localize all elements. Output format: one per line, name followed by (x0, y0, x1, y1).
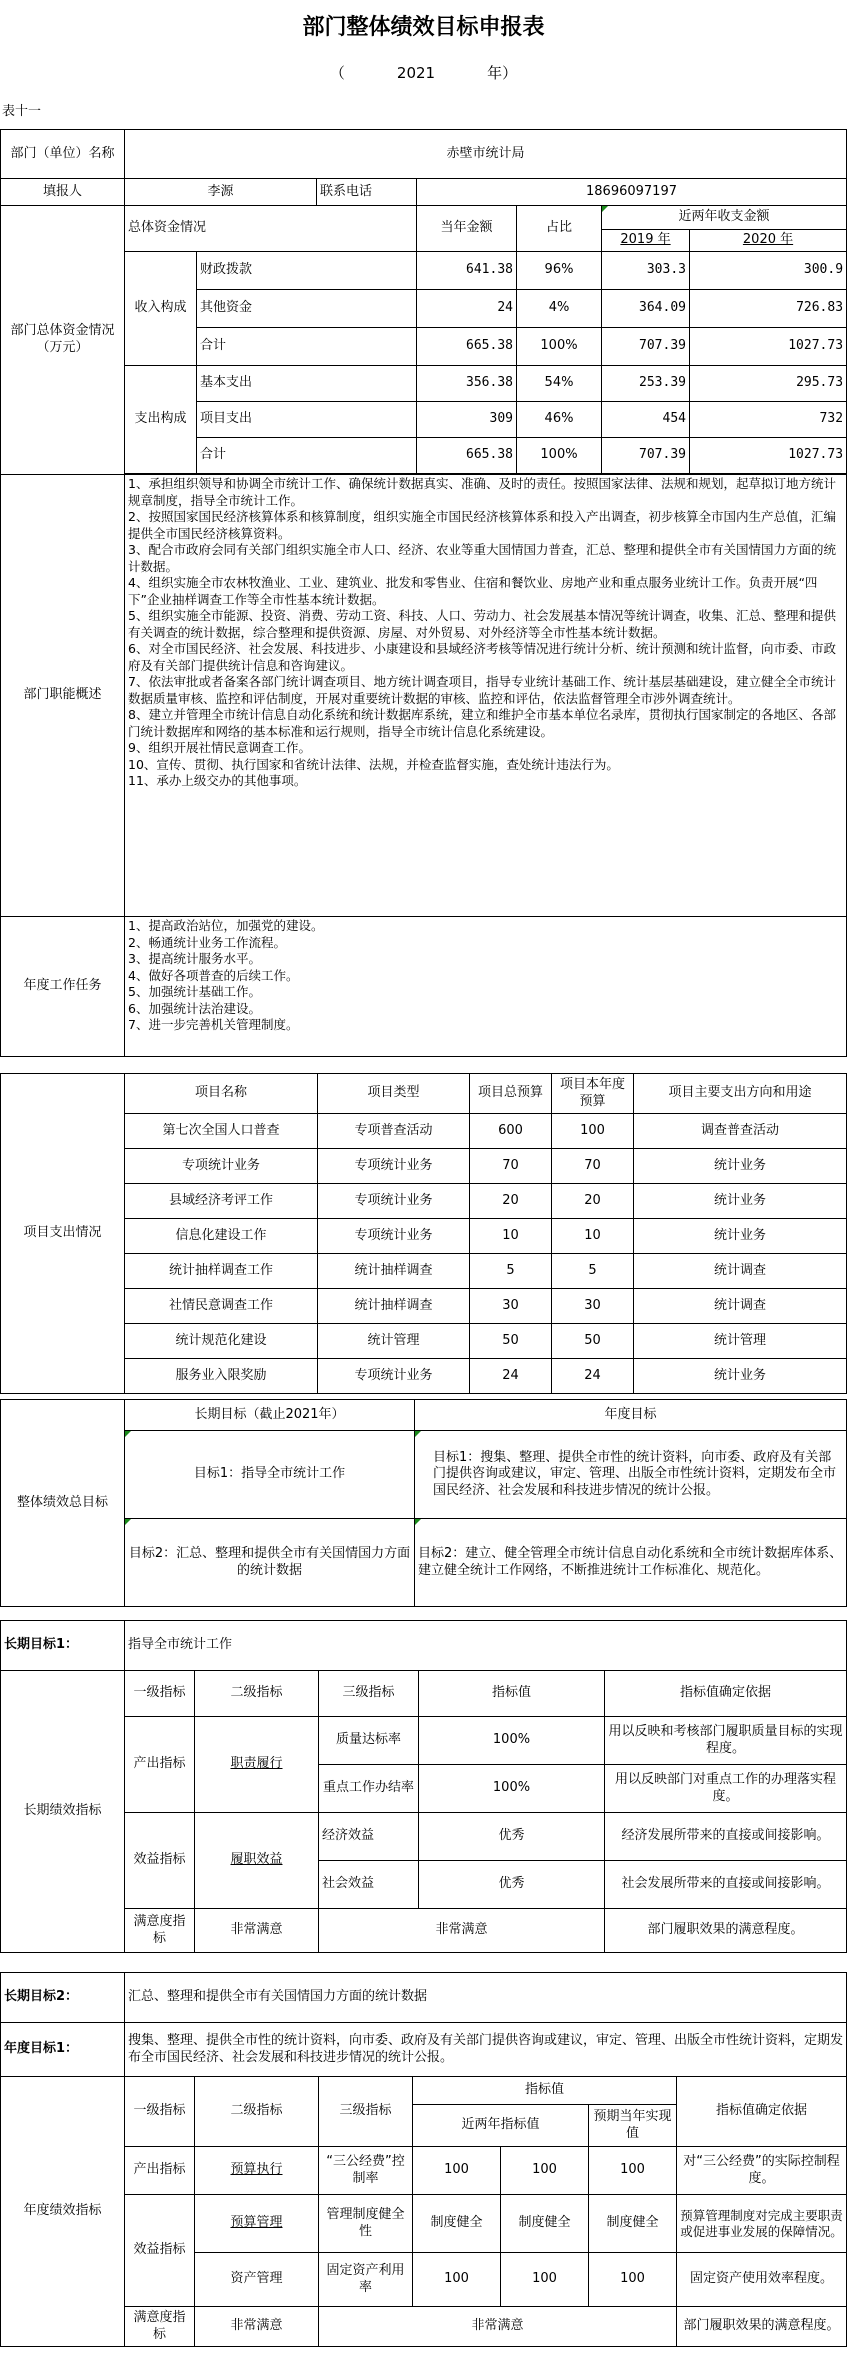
duty-item: 9、组织开展社情民意调查工作。 (128, 740, 311, 755)
project-total: 20 (470, 1184, 552, 1219)
annual-benefit-basis: 固定资产使用效率程度。 (677, 2253, 847, 2307)
funds-row-y2: 732 (690, 402, 847, 438)
funds-row-ratio: 100% (517, 328, 602, 366)
long-perf-header: 指标值 (419, 1671, 605, 1717)
funds-row-y1: 707.39 (602, 328, 690, 366)
annual-benefit-l3: 管理制度健全性 (319, 2195, 413, 2253)
annual-perf-header-value: 指标值 (413, 2077, 677, 2105)
funds-header-amount: 当年金额 (417, 206, 517, 252)
project-type: 统计抽样调查 (318, 1289, 470, 1324)
project-type: 专项统计业务 (318, 1149, 470, 1184)
project-annual: 70 (552, 1149, 634, 1184)
funds-row-y1: 253.39 (602, 366, 690, 402)
project-annual: 24 (552, 1359, 634, 1394)
project-type: 专项统计业务 (318, 1359, 470, 1394)
duty-label: 部门职能概述 (1, 475, 125, 917)
annual-output-v3: 100 (589, 2147, 677, 2195)
annual-perf-header-basis: 指标值确定依据 (677, 2077, 847, 2147)
project-annual: 30 (552, 1289, 634, 1324)
long-perf-table (0, 1670, 847, 1953)
long-satisfaction-value: 非常满意 (319, 1909, 605, 1953)
overall-goals-table (0, 1399, 847, 1607)
project-name: 统计抽样调查工作 (125, 1254, 318, 1289)
project-use: 统计调查 (634, 1254, 847, 1289)
duty-item: 6、对全市国民经济、社会发展、科技进步、小康建设和县域经济考核等情况进行统计分析、统计预测和统计监督，向市委、市政府及有关部门提供统计信息和咨询建议。 (128, 641, 836, 673)
project-name: 信息化建设工作 (125, 1219, 318, 1254)
page-title: 部门整体绩效目标申报表 (302, 15, 545, 40)
projects-header: 项目名称 (125, 1074, 318, 1114)
long-goal2-text: 汇总、整理和提供全市有关国情国力方面的统计数据 (125, 1973, 847, 2023)
annual-benefit-v2: 制度健全 (501, 2195, 589, 2253)
duty-item: 5、组织实施全市能源、投资、消费、劳动工资、科技、人口、劳动力、社会发展基本情况等统计调查，收集、汇总、整理和提供有关调查的统计数据，综合整理和提供资源、房屋、对外贸易、对外经济等全市性基本统计数据。 (128, 608, 836, 640)
annual-perf-header-recent: 近两年指标值 (413, 2105, 589, 2147)
year-line (0, 62, 847, 83)
project-name: 服务业入限奖励 (125, 1359, 318, 1394)
long-output-l3: 质量达标率 (319, 1717, 419, 1765)
funds-row-ratio: 4% (517, 290, 602, 328)
annual-satisfaction-basis: 部门履职效果的满意程度。 (677, 2307, 847, 2347)
project-total: 70 (470, 1149, 552, 1184)
task-item: 1、提高政治站位，加强党的建设。 (128, 918, 324, 933)
duty-item: 8、建立并管理全市统计信息自动化系统和统计数据库系统，建立和维护全市基本单位名录库，贯彻执行国家制定的各地区、各部门统计数据库和网络的基本标准和运行规则，指导全市统计信息化系统建设。 (128, 707, 836, 739)
year-close: 年） (487, 64, 518, 82)
funds-row-y2: 295.73 (690, 366, 847, 402)
project-total: 30 (470, 1289, 552, 1324)
project-type: 统计抽样调查 (318, 1254, 470, 1289)
funds-row-amount: 665.38 (417, 328, 517, 366)
long-benefit-l2: 履职效益 (195, 1813, 319, 1909)
project-annual: 5 (552, 1254, 634, 1289)
project-name: 统计规范化建设 (125, 1324, 318, 1359)
annual-satisfaction-value: 非常满意 (319, 2307, 677, 2347)
task-item: 7、进一步完善机关管理制度。 (128, 1017, 299, 1032)
duty-text (125, 475, 847, 917)
year-open: （ (329, 64, 345, 82)
funds-row-amount: 665.38 (417, 438, 517, 474)
funds-row-name: 项目支出 (197, 402, 417, 438)
long-goal2-label: 长期目标2： (1, 1973, 125, 2023)
project-annual: 100 (552, 1114, 634, 1149)
funds-row-y2: 1027.73 (690, 438, 847, 474)
project-use: 统计调查 (634, 1289, 847, 1324)
long-output-label: 产出指标 (125, 1717, 195, 1813)
project-use: 统计业务 (634, 1184, 847, 1219)
projects-table (0, 1073, 847, 1394)
project-annual: 50 (552, 1324, 634, 1359)
long-benefit-l3: 社会效益 (319, 1861, 419, 1909)
project-name: 第七次全国人口普查 (125, 1114, 318, 1149)
funds-row-y1: 454 (602, 402, 690, 438)
project-name: 专项统计业务 (125, 1149, 318, 1184)
project-type: 统计管理 (318, 1324, 470, 1359)
project-total: 600 (470, 1114, 552, 1149)
project-use: 统计管理 (634, 1324, 847, 1359)
annual-benefit-v1: 100 (413, 2253, 501, 2307)
annual-perf-label: 年度绩效指标 (1, 2077, 125, 2347)
long-benefit-label: 效益指标 (125, 1813, 195, 1909)
task-item: 5、加强统计基础工作。 (128, 984, 261, 999)
funds-section-label: 部门总体资金情况（万元） (1, 206, 125, 475)
funds-row-name: 财政拨款 (197, 252, 417, 290)
dept-name: 赤壁市统计局 (125, 130, 847, 179)
funds-row-ratio: 54% (517, 366, 602, 402)
annual-benefit-basis: 预算管理制度对完成主要职责或促进事业发展的保障情况。 (677, 2195, 847, 2253)
long-goals-header: 长期目标（截止2021年） (125, 1400, 415, 1431)
annual-perf-header-l2: 二级指标 (195, 2077, 319, 2147)
project-use: 调查普查活动 (634, 1114, 847, 1149)
project-annual: 10 (552, 1219, 634, 1254)
filler-label: 填报人 (1, 179, 125, 206)
filler-name: 李源 (125, 179, 317, 206)
project-type: 专项统计业务 (318, 1219, 470, 1254)
long-benefit-l3: 经济效益 (319, 1813, 419, 1861)
annual-satisfaction-label: 满意度指标 (125, 2307, 195, 2347)
project-type: 专项普查活动 (318, 1114, 470, 1149)
project-use: 统计业务 (634, 1359, 847, 1394)
task-item: 2、畅通统计业务工作流程。 (128, 934, 286, 950)
annual-goal1-table (0, 2022, 847, 2077)
funds-row-y2: 300.9 (690, 252, 847, 290)
funds-row-name: 基本支出 (197, 366, 417, 402)
task-item: 4、做好各项普查的后续工作。 (128, 967, 299, 983)
funds-row-ratio: 100% (517, 438, 602, 474)
project-total: 10 (470, 1219, 552, 1254)
duty-item: 7、依法审批或者备案各部门统计调查项目、地方统计调查项目，指导专业统计基础工作、统计基层基础建设，建立健全全市统计数据质量审核、监控和评估制度，开展对重要统计数据的审核、监控和评估，依法监督管理全市涉外调查统计。 (128, 674, 836, 706)
funds-year2: 2020 年 (690, 230, 847, 252)
project-name: 县域经济考评工作 (125, 1184, 318, 1219)
duty-item: 11、承办上级交办的其他事项。 (128, 773, 307, 788)
long-perf-header: 指标值确定依据 (605, 1671, 847, 1717)
phone-label: 联系电话 (317, 179, 417, 206)
long-goal1-label: 长期目标1： (1, 1621, 125, 1671)
table-number: 表十一 (2, 104, 42, 119)
long-output-l3: 重点工作办结率 (319, 1765, 419, 1813)
annual-perf-header-l3: 三级指标 (319, 2077, 413, 2147)
funds-row-y1: 303.3 (602, 252, 690, 290)
annual-benefit-l2: 资产管理 (195, 2253, 319, 2307)
long-goal1-table (0, 1620, 847, 1671)
long-goal-2: 目标2：汇总、整理和提供全市有关国情国力方面的统计数据 (125, 1519, 415, 1607)
duty-item: 2、按照国家国民经济核算体系和核算制度，组织实施全市国民经济核算体系和投入产出调查，初步核算全市国内生产总值，汇编提供全市国民经济核算资料。 (128, 509, 836, 541)
funds-row-y1: 707.39 (602, 438, 690, 474)
annual-output-v2: 100 (501, 2147, 589, 2195)
duty-item: 3、配合市政府会同有关部门组织实施全市人口、经济、农业等重大国情国力普查，汇总、整理和提供全市有关国情国力方面的统计数据。 (128, 542, 836, 574)
funds-row-ratio: 46% (517, 402, 602, 438)
annual-goal-2: 目标2：建立、健全管理全市统计信息自动化系统和全市统计数据库体系、建立健全统计工作网络，不断推进统计工作标准化、规范化。 (415, 1519, 847, 1607)
long-output-value: 100% (419, 1717, 605, 1765)
funds-row-ratio: 96% (517, 252, 602, 290)
funds-row-amount: 641.38 (417, 252, 517, 290)
task-item: 6、加强统计法治建设。 (128, 1000, 261, 1016)
projects-label: 项目支出情况 (1, 1074, 125, 1394)
long-satisfaction-basis: 部门履职效果的满意程度。 (605, 1909, 847, 1953)
project-type: 专项统计业务 (318, 1184, 470, 1219)
annual-benefit-v2: 100 (501, 2253, 589, 2307)
funds-row-name: 其他资金 (197, 290, 417, 328)
projects-header: 项目类型 (318, 1074, 470, 1114)
annual-perf-table (0, 2076, 847, 2347)
annual-output-l2: 预算执行 (195, 2147, 319, 2195)
annual-goal1-text: 搜集、整理、提供全市性的统计资料，向市委、政府及有关部门提供咨询或建议，审定、管理、出版全市性统计资料，定期发布全市国民经济、社会发展和科技进步情况的统计公报。 (125, 2023, 847, 2077)
funds-row-name: 合计 (197, 328, 417, 366)
long-benefit-value: 优秀 (419, 1813, 605, 1861)
funds-year1: 2019 年 (602, 230, 690, 252)
expense-label: 支出构成 (125, 366, 197, 474)
long-output-l2: 职责履行 (195, 1717, 319, 1813)
annual-benefit-label: 效益指标 (125, 2195, 195, 2307)
annual-perf-header-expected: 预期当年实现值 (589, 2105, 677, 2147)
project-use: 统计业务 (634, 1149, 847, 1184)
tasks-text (125, 917, 847, 1057)
funds-header-total: 总体资金情况 (125, 206, 417, 252)
duty-item: 10、宣传、贯彻、执行国家和省统计法律、法规，并检查监督实施，查处统计违法行为。 (128, 756, 619, 772)
annual-benefit-v3: 100 (589, 2253, 677, 2307)
long-output-value: 100% (419, 1765, 605, 1813)
long-goal-1: 目标1：指导全市统计工作 (125, 1431, 415, 1519)
dept-label: 部门（单位）名称 (1, 130, 125, 179)
long-benefit-basis: 社会发展所带来的直接或间接影响。 (605, 1861, 847, 1909)
annual-satisfaction-l2: 非常满意 (195, 2307, 319, 2347)
overall-goals-label: 整体绩效总目标 (1, 1400, 125, 1607)
duty-item: 1、承担组织领导和协调全市统计工作、确保统计数据真实、准确、及时的责任。按照国家法律、法规和规划，起草拟订地方统计规章制度，指导全市统计工作。 (128, 476, 836, 508)
long-goal1-text: 指导全市统计工作 (125, 1621, 847, 1671)
phone-value: 18696097197 (417, 179, 847, 206)
annual-output-v1: 100 (413, 2147, 501, 2195)
long-satisfaction-label: 满意度指标 (125, 1909, 195, 1953)
long-output-basis: 用以反映部门对重点工作的办理落实程度。 (605, 1765, 847, 1813)
long-perf-header: 三级指标 (319, 1671, 419, 1717)
tasks-label: 年度工作任务 (1, 917, 125, 1057)
annual-goal-1: 目标1：搜集、整理、提供全市性的统计资料，向市委、政府及有关部门提供咨询或建议，审定、管理、出版全市性统计资料，定期发布全市国民经济、社会发展和科技进步情况的统计公报。 (415, 1431, 847, 1519)
annual-goal1-label: 年度目标1： (1, 2023, 125, 2077)
projects-header: 项目总预算 (470, 1074, 552, 1114)
annual-benefit-v1: 制度健全 (413, 2195, 501, 2253)
long-goal2-table (0, 1972, 847, 2023)
funds-row-amount: 356.38 (417, 366, 517, 402)
long-perf-label: 长期绩效指标 (1, 1671, 125, 1953)
project-total: 5 (470, 1254, 552, 1289)
annual-output-label: 产出指标 (125, 2147, 195, 2195)
project-name: 社情民意调查工作 (125, 1289, 318, 1324)
task-item: 3、提高统计服务水平。 (128, 951, 261, 966)
projects-header: 项目主要支出方向和用途 (634, 1074, 847, 1114)
long-perf-header: 一级指标 (125, 1671, 195, 1717)
annual-goals-header: 年度目标 (415, 1400, 847, 1431)
annual-benefit-l3: 固定资产利用率 (319, 2253, 413, 2307)
long-satisfaction-l2: 非常满意 (195, 1909, 319, 1953)
project-total: 24 (470, 1359, 552, 1394)
long-output-basis: 用以反映和考核部门履职质量目标的实现程度。 (605, 1717, 847, 1765)
funds-header-recent: 近两年收支金额 (602, 206, 847, 230)
funds-row-y2: 726.83 (690, 290, 847, 328)
long-benefit-basis: 经济发展所带来的直接或间接影响。 (605, 1813, 847, 1861)
annual-benefit-v3: 制度健全 (589, 2195, 677, 2253)
funds-row-y1: 364.09 (602, 290, 690, 328)
funds-row-amount: 24 (417, 290, 517, 328)
long-benefit-value: 优秀 (419, 1861, 605, 1909)
annual-output-basis: 对“三公经费”的实际控制程度。 (677, 2147, 847, 2195)
funds-row-name: 合计 (197, 438, 417, 474)
duty-item: 4、组织实施全市农林牧渔业、工业、建筑业、批发和零售业、住宿和餐饮业、房地产业和重点服务业统计工作。负责开展“四下”企业抽样调查工作等全市性基本统计数据。 (128, 575, 818, 607)
annual-benefit-l2: 预算管理 (195, 2195, 319, 2253)
year-value: 2021 (396, 64, 436, 82)
annual-perf-header-l1: 一级指标 (125, 2077, 195, 2147)
funds-row-amount: 309 (417, 402, 517, 438)
main-table (0, 129, 847, 1057)
funds-header-ratio: 占比 (517, 206, 602, 252)
project-use: 统计业务 (634, 1219, 847, 1254)
annual-output-l3: “三公经费”控制率 (319, 2147, 413, 2195)
income-label: 收入构成 (125, 252, 197, 366)
long-perf-header: 二级指标 (195, 1671, 319, 1717)
project-total: 50 (470, 1324, 552, 1359)
funds-row-y2: 1027.73 (690, 328, 847, 366)
project-annual: 20 (552, 1184, 634, 1219)
projects-header: 项目本年度预算 (552, 1074, 634, 1114)
